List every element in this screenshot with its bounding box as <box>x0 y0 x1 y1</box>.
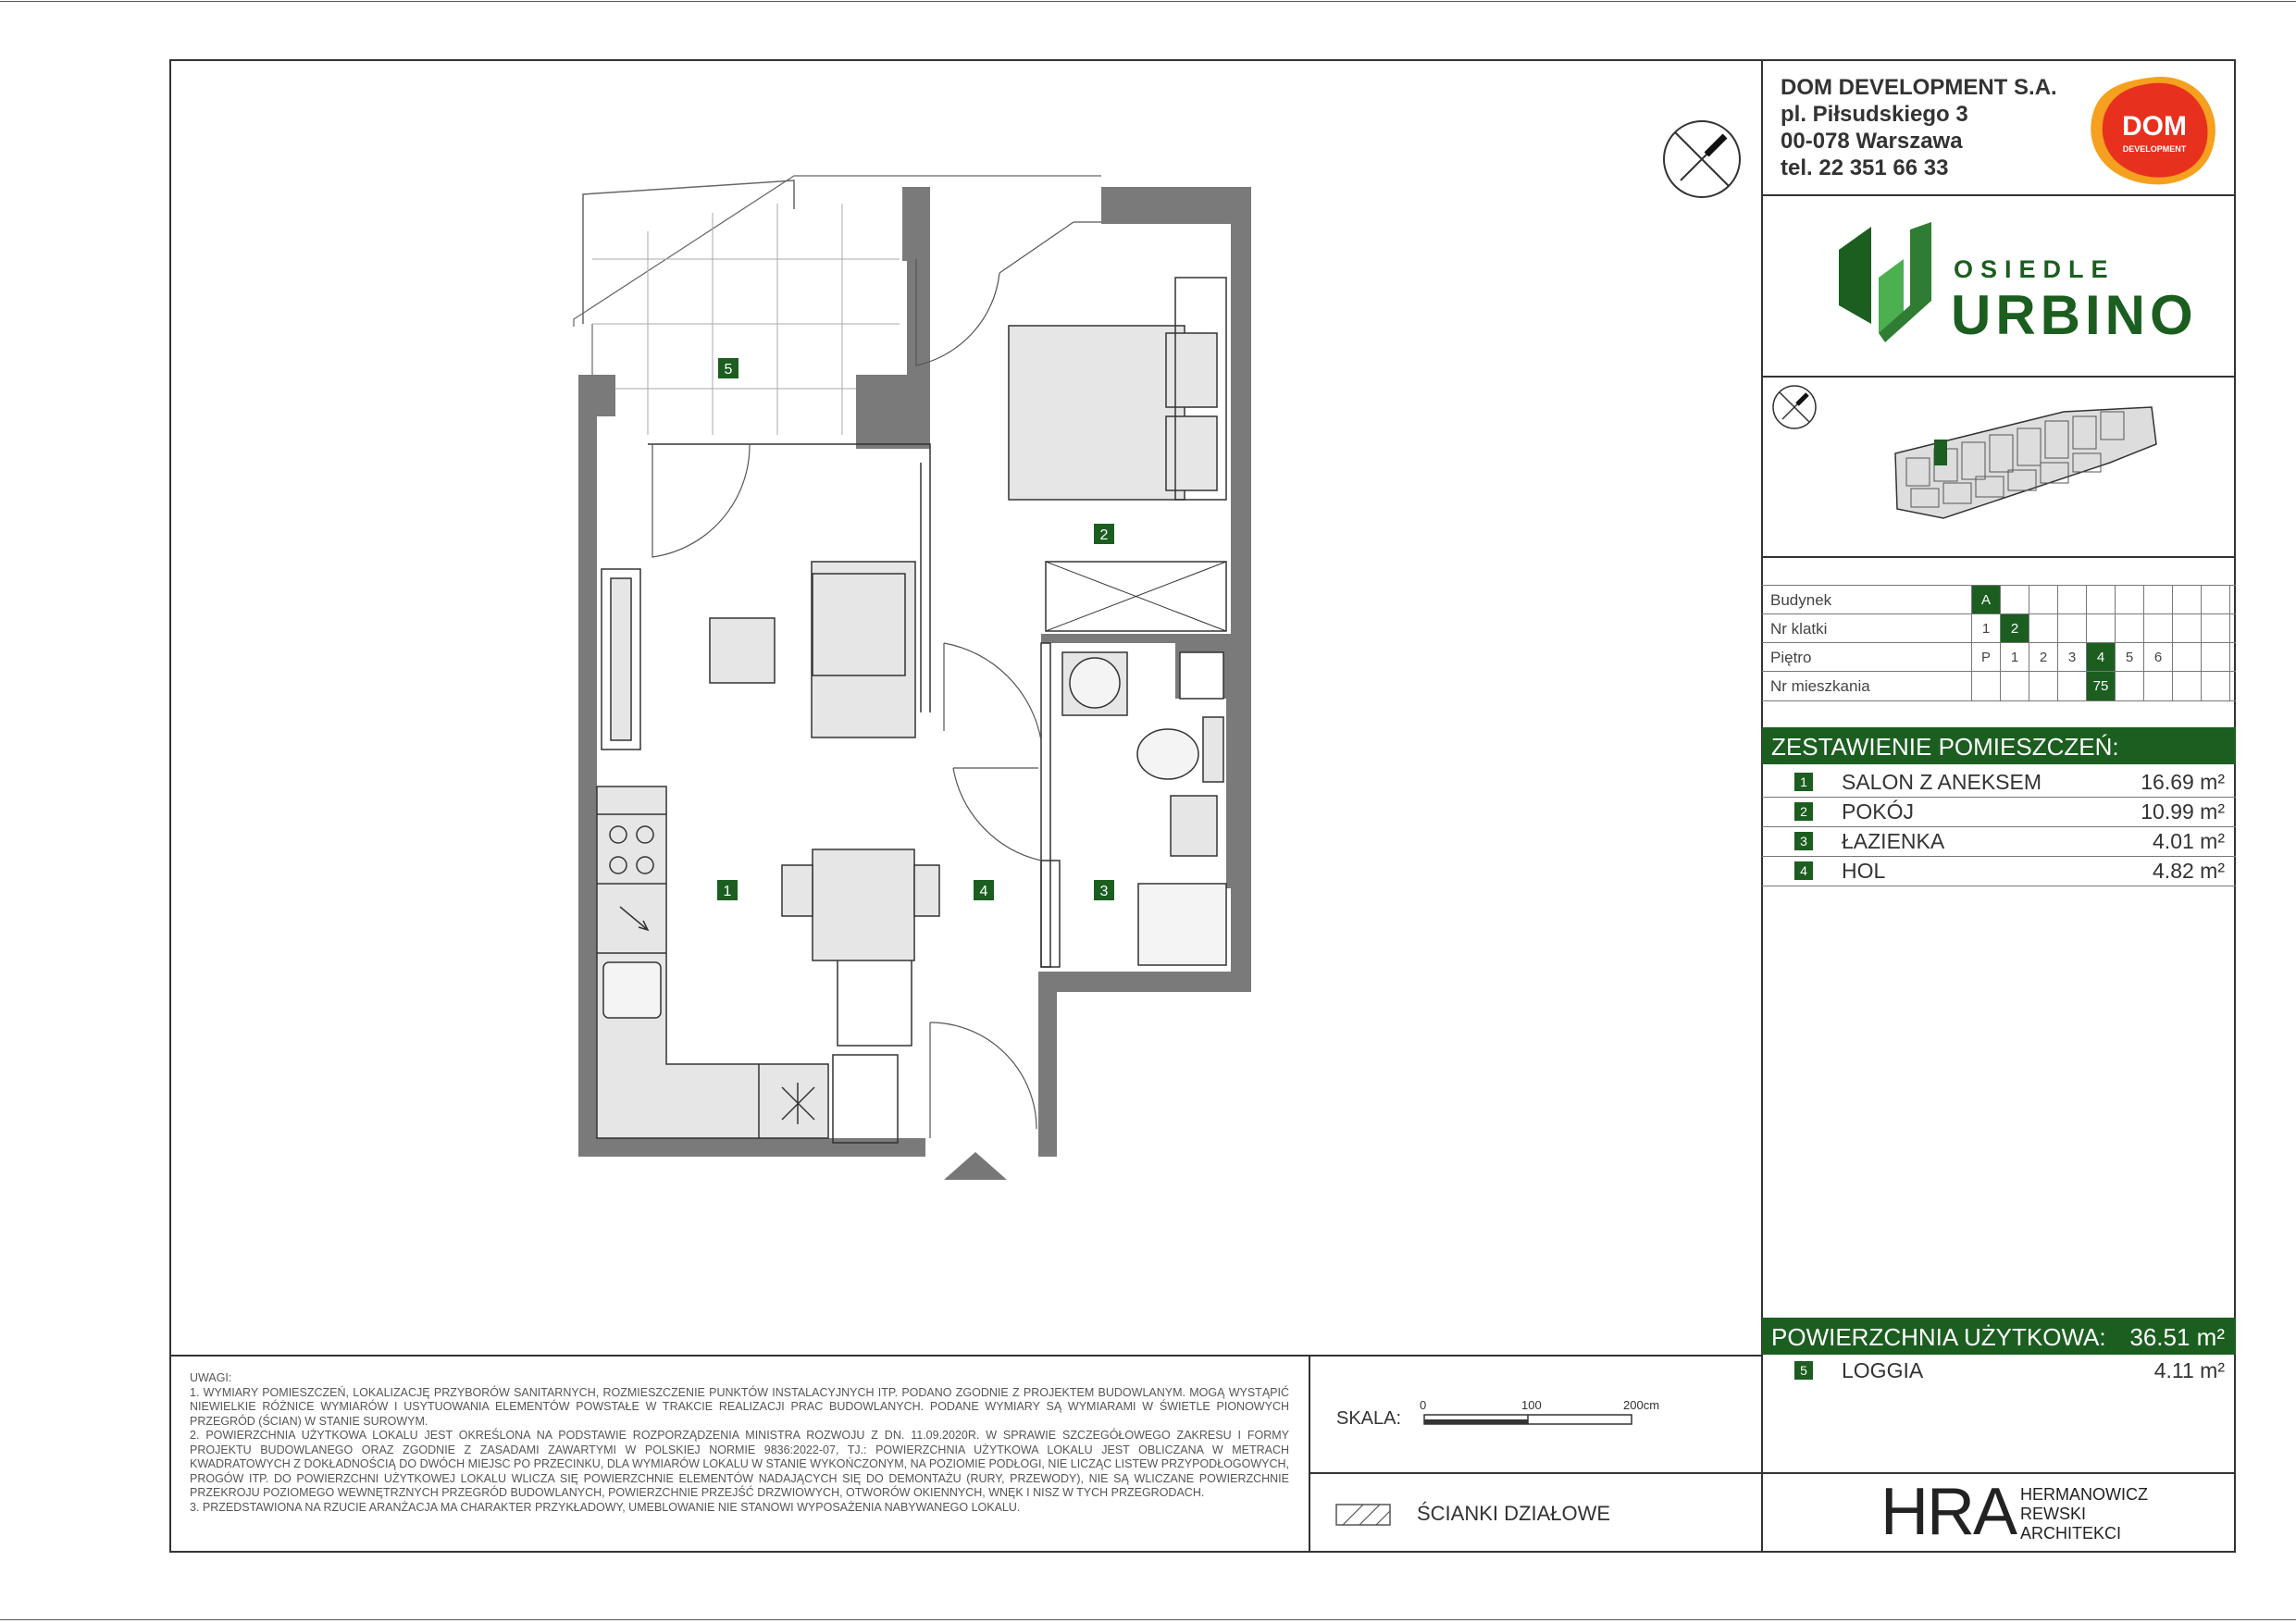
total-area-label: POWIERZCHNIA UŻYTKOWA: <box>1771 1323 2106 1351</box>
table-cell <box>2057 614 2086 643</box>
room-area: 4.82 m² <box>2153 859 2225 883</box>
table-cell <box>2201 586 2229 614</box>
architect-name <box>2020 1485 2148 1543</box>
scale-tick: 0 <box>1420 1398 1427 1412</box>
loggia-row <box>1762 1357 2236 1385</box>
table-cell <box>2229 614 2258 643</box>
footer-legend-line <box>1309 1472 1762 1474</box>
room-name: SALON Z ANEKSEM <box>1842 770 2042 794</box>
panel-sep-3 <box>1761 556 2236 558</box>
table-cell: 3 <box>2057 643 2086 672</box>
table-cell <box>2115 672 2143 700</box>
legend-label: ŚCIANKI DZIAŁOWE <box>1417 1502 1611 1525</box>
table-cell: 75 <box>2086 672 2115 700</box>
table-cell <box>2057 672 2086 700</box>
room-row <box>1762 798 2236 827</box>
compass-icon <box>1660 118 1744 201</box>
scale-tick: 200cm <box>1623 1398 1660 1412</box>
logo-development-text: DEVELOPMENT <box>2122 144 2187 154</box>
note-item: 1. WYMIARY POMIESZCZEŃ, LOKALIZACJĘ PRZYBORÓW SANITARNYCH, ROZMIESZCZENIE PUNKTÓW INSTALACYJNYCH ITP. PODANO ZGODNIE Z PROJEKTEM BUDOWLANYM. MOGĄ WYSTĄPIĆ NIEWIELKIE RÓŻNICE WYMIARÓW I USYTUOWANIA ELEMENTÓW POWSTAŁE W TRAKCIE REALIZACJI PRAC BUDOWLANYCH. PODANE WYMIARY SĄ WYMIARAMI W ŚWIETLE PIONOWYCH PRZEGRÓD (ŚCIAN) W STANIE SUROWYM. <box>190 1385 1289 1428</box>
table-cell <box>2172 643 2201 672</box>
interior-lines <box>648 444 1060 1143</box>
table-cell <box>2000 672 2029 700</box>
room-area: 4.01 m² <box>2153 829 2225 853</box>
room-tag-2: 2 <box>1099 527 1109 543</box>
table-cell <box>2201 643 2229 672</box>
row-label: Budynek <box>1770 591 1832 609</box>
summary-title <box>1762 727 2236 764</box>
room-tag-3: 3 <box>1099 884 1109 899</box>
room-name: POKÓJ <box>1842 799 1914 824</box>
room-row <box>1762 768 2236 798</box>
row-nr-klatki <box>1762 613 2236 643</box>
room-name: LOGGIA <box>1842 1358 1924 1382</box>
room-number: 5 <box>1794 1361 1813 1380</box>
project-prefix: OSIEDLE <box>1954 255 2116 283</box>
row-cells <box>1971 643 2258 672</box>
room-name: HOL <box>1842 859 1886 883</box>
dom-development-logo <box>2084 70 2223 191</box>
architect-logo: HRA <box>1880 1475 2017 1549</box>
row-label: Piętro <box>1770 649 1812 666</box>
room-tag-4: 4 <box>979 884 988 899</box>
footer-top-line <box>169 1355 1763 1357</box>
table-cell: 5 <box>2115 643 2143 672</box>
room-row <box>1762 827 2236 857</box>
room-tag-1: 1 <box>723 884 732 899</box>
page-bottom-line <box>0 1619 2296 1620</box>
scale-bar <box>1423 1413 1632 1426</box>
company-address-2: 00-078 Warszawa <box>1781 129 1963 154</box>
room-number: 1 <box>1794 773 1813 791</box>
table-cell <box>2143 586 2172 614</box>
table-cell <box>2143 614 2172 643</box>
table-cell <box>2201 672 2229 700</box>
company-name: DOM DEVELOPMENT S.A. <box>1781 75 2057 100</box>
table-cell: P <box>1971 643 2000 672</box>
scale-label: SKALA: <box>1336 1408 1402 1429</box>
room-number: 3 <box>1794 832 1813 850</box>
table-cell <box>2086 614 2115 643</box>
company-phone: tel. 22 351 66 33 <box>1781 155 1949 180</box>
table-cell <box>2057 586 2086 614</box>
summary-title-text: ZESTAWIENIE POMIESZCZEŃ: <box>1771 733 2119 761</box>
room-name: ŁAZIENKA <box>1842 829 1945 853</box>
company-info <box>1781 74 2057 181</box>
table-cell <box>2229 586 2258 614</box>
table-cell <box>2029 672 2057 700</box>
total-area-bar <box>1762 1318 2236 1355</box>
room-tag-5: 5 <box>724 362 733 378</box>
table-cell <box>2172 672 2201 700</box>
notes <box>190 1371 1289 1515</box>
floor-plan <box>0 0 1296 1203</box>
project-name: URBINO <box>1951 284 2198 346</box>
room-area: 10.99 m² <box>2141 799 2225 824</box>
table-cell <box>2172 614 2201 643</box>
table-cell <box>2115 586 2143 614</box>
footer-divider <box>1309 1355 1310 1553</box>
logo-dom-text: DOM <box>2122 111 2187 142</box>
entrance-arrow-icon <box>944 1152 1007 1180</box>
room-row <box>1762 857 2236 886</box>
table-cell: 2 <box>2029 643 2057 672</box>
table-cell <box>2115 614 2143 643</box>
row-label: Nr klatki <box>1770 620 1828 638</box>
scale-tick: 100 <box>1521 1398 1542 1412</box>
row-cells <box>1971 672 2258 700</box>
total-area-value: 36.51 m² <box>2129 1323 2225 1351</box>
room-area: 16.69 m² <box>2141 770 2225 794</box>
architect-line: HERMANOWICZ <box>2020 1485 2148 1504</box>
panel-sep-2 <box>1761 376 2236 378</box>
kitchen <box>597 787 828 1138</box>
row-budynek <box>1762 585 2236 614</box>
table-cell <box>2000 586 2029 614</box>
note-item: 2. POWIERZCHNIA UŻYTKOWA LOKALU JEST OKREŚLONA NA PODSTAWIE ROZPORZĄDZENIA MINISTRA ROZWOJU Z DN. 11.09.2020R. W SPRAWIE SZCZEGÓŁOWEGO ZAKRESU I FORMY PROJEKTU BUDOWLANEGO ORAZ ZGODNIE Z ZASADAMI ZAWARTYMI W POLSKIEJ NORMIE 9836:2022-07, TJ.: POWIERZCHNIA UŻYTKOWA LOKALU JEST OBLICZANA W METRACH KWADRATOWYCH Z DOKŁADNOŚCIĄ DO DWÓCH MIEJSC PO PRZECINKU, DLA WYMIARÓW LOKALU W STANIE WYKOŃCZONYM, NA POZIOMIE PODŁOGI, NIE LICZĄC LISTEW PRZYPODŁOGOWYCH, PROGÓW ITP. DO POWIERZCHNI UŻYTKOWEJ LOKALU WLICZA SIĘ POWIERZCHNIE ELEMENTÓW NADAJĄCYCH SIĘ DO DEMONTAŻU (RURY, PRZEWODY), NIE SĄ WLICZANE POWIERZCHNIE PRZEKROJU POZIOMEGO WEWNĘTRZNYCH PRZEGRÓD BUDOWLANYCH, POWIERZCHNIE PRZEJŚĆ DRZWIOWYCH, OTWORÓW OKIENNYCH, WNĘK I NISZ W TYCH PRZEGRODACH. <box>190 1429 1289 1499</box>
bathroom <box>1062 652 1226 965</box>
hatch-legend-icon <box>1335 1504 1391 1526</box>
table-cell: A <box>1971 586 2000 614</box>
table-cell: 6 <box>2143 643 2172 672</box>
site-plan-thumbnail <box>1888 398 2166 527</box>
bedroom-bed <box>1009 278 1226 631</box>
row-nr-mieszkania <box>1762 671 2236 701</box>
architect-line: REWSKI <box>2020 1505 2087 1523</box>
table-cell <box>2086 586 2115 614</box>
note-item: 3. PRZEDSTAWIONA NA RZUCIE ARANŻACJA MA CHARAKTER PRZYKŁADOWY, UMEBLOWANIE NIE STANOWI WYPOSAŻENIA NABYWANEGO LOKALU. <box>190 1500 1021 1514</box>
table-cell <box>2029 586 2057 614</box>
room-area: 4.11 m² <box>2153 1358 2225 1382</box>
table-cell: 1 <box>2000 643 2029 672</box>
site-compass-icon <box>1770 383 1818 431</box>
room-number: 2 <box>1794 802 1813 821</box>
table-cell <box>2201 614 2229 643</box>
row-cells <box>1971 614 2258 643</box>
table-cell <box>2229 643 2258 672</box>
room-number: 4 <box>1794 861 1813 880</box>
table-cell <box>2029 614 2057 643</box>
panel-sep-1 <box>1761 194 2236 196</box>
table-cell <box>2172 586 2201 614</box>
table-cell: 4 <box>2086 643 2115 672</box>
company-address-1: pl. Piłsudskiego 3 <box>1781 102 1968 127</box>
notes-title: UWAGI: <box>190 1371 232 1384</box>
row-cells <box>1971 586 2258 614</box>
table-cell <box>2229 672 2258 700</box>
table-cell <box>2143 672 2172 700</box>
row-pietro <box>1762 642 2236 672</box>
table-cell: 2 <box>2000 614 2029 643</box>
architect-line: ARCHITEKCI <box>2020 1524 2122 1542</box>
row-label: Nr mieszkania <box>1770 677 1870 695</box>
table-cell <box>1971 672 2000 700</box>
table-cell: 1 <box>1971 614 2000 643</box>
